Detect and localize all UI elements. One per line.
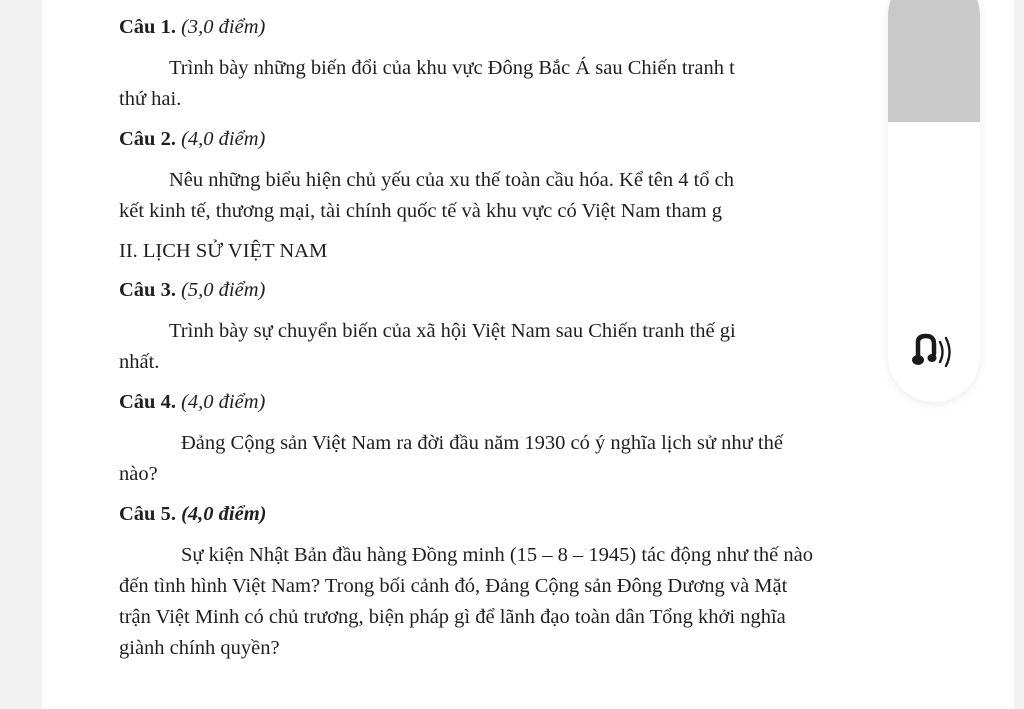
question-points: (4,0 điểm) [181, 128, 266, 150]
question-line: Nêu những biểu hiện chủ yếu của xu thế toàn cầu hóa. Kể tên 4 tổ ch [169, 169, 735, 191]
question-label: Câu 3. [119, 279, 176, 301]
question-points: (4,0 điểm) [181, 503, 267, 525]
document-page [42, 0, 1014, 709]
document-content [119, 12, 999, 673]
question-label: Câu 4. [119, 391, 176, 413]
question-line: Đảng Cộng sản Việt Nam ra đời đầu năm 1930 có ý nghĩa lịch sử như thế [181, 432, 783, 454]
question-points: (5,0 điểm) [181, 279, 266, 301]
question-1-body [119, 53, 999, 115]
question-4-title [119, 387, 999, 418]
speaker-music-icon [910, 332, 958, 372]
question-line: giành chính quyền? [119, 637, 280, 659]
question-line: kết kinh tế, thương mại, tài chính quốc tế và khu vực có Việt Nam tham g [119, 200, 723, 222]
scroll-thumb[interactable] [888, 0, 980, 122]
question-3-title [119, 275, 999, 306]
question-label: Câu 1. [119, 16, 176, 38]
question-label: Câu 2. [119, 128, 176, 150]
question-line: Trình bày sự chuyển biến của xã hội Việt Nam sau Chiến tranh thế gi [169, 320, 736, 342]
question-2-body [119, 165, 999, 227]
read-aloud-button[interactable] [910, 332, 958, 372]
question-line: Sự kiện Nhật Bản đầu hàng Đồng minh (15 – 8 – 1945) tác động như thế nào [181, 544, 813, 566]
question-line: đến tình hình Việt Nam? Trong bối cảnh đó, Đảng Cộng sản Đông Dương và Mặt [119, 575, 788, 597]
question-label: Câu 5. [119, 503, 176, 525]
question-line: thứ hai. [119, 88, 182, 110]
question-points: (3,0 điểm) [181, 16, 266, 38]
question-1-title [119, 12, 999, 43]
question-points: (4,0 điểm) [181, 391, 266, 413]
question-5-title [119, 499, 999, 530]
question-line: Trình bày những biến đổi của khu vực Đông Bắc Á sau Chiến tranh t [169, 57, 735, 79]
question-2-title [119, 124, 999, 155]
question-line: nào? [119, 463, 158, 485]
floating-side-panel [888, 0, 980, 402]
question-3-body [119, 316, 999, 378]
section-heading: II. LỊCH SỬ VIỆT NAM [119, 240, 328, 262]
question-line: nhất. [119, 351, 160, 373]
question-4-body [119, 428, 999, 490]
question-5-body [119, 540, 999, 664]
question-line: trận Việt Minh có chủ trương, biện pháp gì để lãnh đạo toàn dân Tổng khởi nghĩa [119, 606, 786, 628]
